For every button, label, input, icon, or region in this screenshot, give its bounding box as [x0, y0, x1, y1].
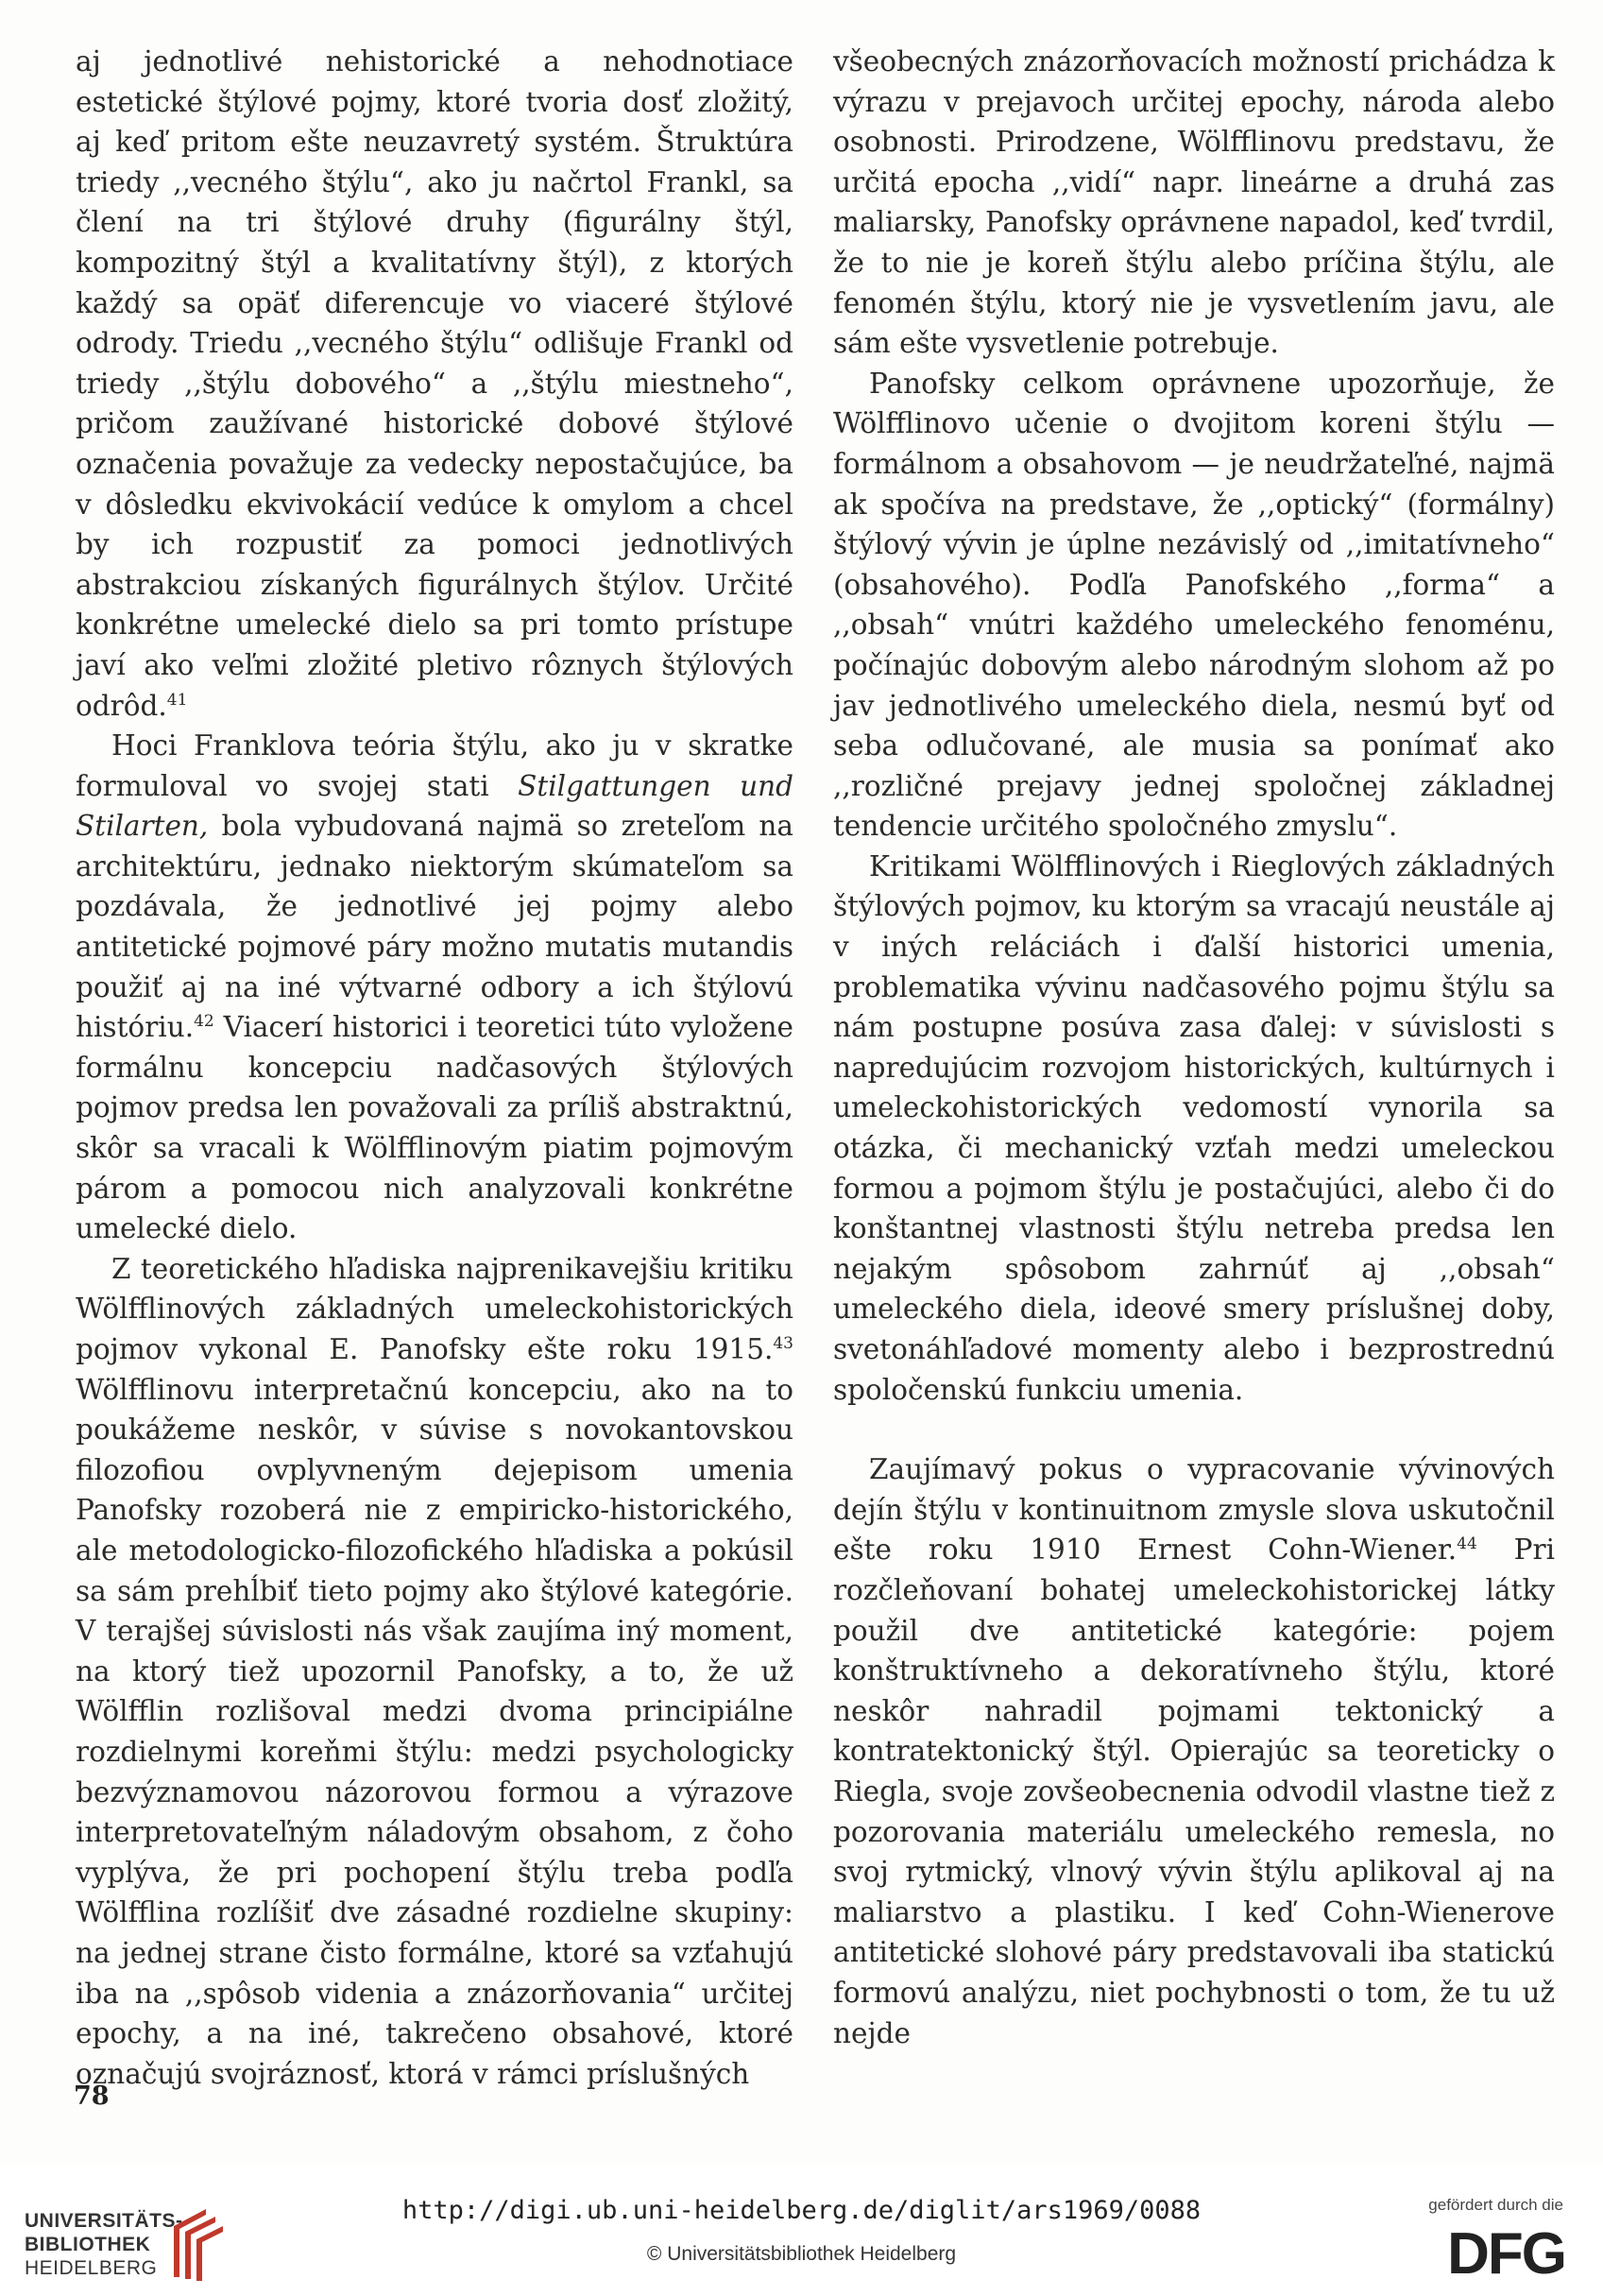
- page-number: 78: [74, 2082, 110, 2111]
- paragraph: Panofsky celkom oprávnene upozorňuje, že Wölfflinovo učenie o dvojitom koreni štýlu — formálnom a obsahovom — je neudržateľné, najmä ak spočíva na predstave, že ,,optický“ (formálny) štýlový vývin je úplne nezávislý od ,,imitatívneho“ (obsahového). Podľa Panofského ,,forma“ a ,,obsah“ vnútri každého umeleckého fenoménu, počínajúc dobovým alebo národným slohom až po jav jednotlivého umeleckého diela, nesmú byť od seba odlučované, ale musia sa ponímať ako ,,rozličné prejavy jednej spoločnej základnej tendencie určitého spoločného zmyslu“.: [833, 367, 1555, 843]
- footnote-ref: 41: [166, 690, 188, 710]
- footnote-ref: 42: [194, 1012, 214, 1032]
- funding-note: gefördert durch die: [1428, 2196, 1563, 2214]
- paragraph: Z teoretického hľadiska najprenikavejšiu kritiku Wölfflinových základných umeleckohistorických pojmov vykonal E. Panofsky ešte roku 1915.43 Wölfflinovu interpretačnú koncepciu, ako na to poukážeme neskôr, v súvise s novokantovskou filozofiou ovplyvneným dejepisom umenia Panofsky rozoberá nie z empiricko-historického, ale metodologicko-filozofického hľadiska a pokúsil sa sám prehĺbiť tieto pojmy ako štýlové kategórie. V terajšej súvislosti nás však zaujíma iný moment, na ktorý tiež upozornil Panofsky, a to, že už Wölfflin rozlišoval medzi dvoma principiálne rozdielnymi koreňmi štýlu: medzi psychologicky bezvýznamovou názorovou formou a výrazove interpretovateľným náladovým obsahom, z čoho vyplýva, že pri pochopení štýlu treba podľa Wölfflina rozlíšiť dve zásadné rozdielne skupiny: na jednej strane čisto formálne, ktoré sa vzťahujú iba na ,,spôsob videnia a znázorňovania“ určitej epochy, a na iné, takrečeno obsahové, ktoré označujú svojráznosť, ktorá v rámci príslušných: [76, 1252, 793, 2090]
- right-column: [833, 42, 1555, 2053]
- footnote-ref: 43: [773, 1334, 793, 1354]
- paragraph: Zaujímavý pokus o vypracovanie vývinových dejín štýlu v kontinuitnom zmysle slova uskutočnil ešte roku 1910 Ernest Cohn-Wiener.$^{44}$ Pri rozčleňovaní bohatej umeleckohistorickej látky použil dve antitetické kategórie: pojem konštruktívneho a dekoratívneho štýlu, ktoré neskôr nahradil pojmami tektonický a kontratektonický štýl. Opierajúc sa teoreticky o Riegla, svoje zovšeobecnenia odvodil vlastne tiež z pozorovania materiálu umeleckého remesla, no svoj rytmický, vlnový vývin štýlu aplikoval aj na maliarstvo a plastiku. I keď Cohn-Wienerove antitetické slohové páry predstavovali iba statickú formovú analýzu, niet pochybnosti o tom, že tu už nejde: [833, 1453, 1555, 2049]
- source-url-link[interactable]: http://digi.ub.uni-heidelberg.de/diglit/ars1969/0088: [401, 2196, 1202, 2225]
- paragraph: Hoci Franklova teória štýlu, ako ju v skratke formuloval vo svojej stati Stilgattungen und Stilarten, bola vybudovaná najmä so zreteľom na architektúru, jednako niektorým skúmateľom sa pozdávala, že jednotlivé jej pojmy alebo antitetické pojmové páry možno mutatis mutandis použiť aj na iné výtvarné odbory a ich štýlovú históriu.$^{42}$ Viacerí historici i teoretici túto vyložene formálnu koncepciu nadčasových štýlových pojmov predsa len považovali za príliš abstraktnú, skôr sa vracali k Wölfflinovým piatim pojmovým párom a pomocou nich analyzovali konkrétne umelecké dielo.: [76, 729, 793, 1245]
- left-column: [76, 42, 793, 2094]
- paragraph: aj jednotlivé nehistorické a nehodnotiace estetické štýlové pojmy, ktoré tvoria dosť zložitý, aj keď pritom ešte neuzavretý systém. Štruktúra triedy ,,vecného štýlu“, ako ju načrtol Frankl, sa člení na tri štýlové druhy (figurálny štýl, kompozitný štýl a kvalitatívny štýl), z ktorých každý sa opäť diferencuje vo viaceré štýlové odrody. Triedu ,,vecného štýlu“ odlišuje Frankl od triedy ,,štýlu dobového“ a ,,štýlu miestneho“, pričom zaužívané historické dobové štýlové označenia považuje za vedecky nepostačujúce, ba v dôsledku ekvivokácií vedúce k omylom a chcel by ich rozpustiť za pomoci jednotlivých abstrakciou získaných figurálnych štýlov. Určité konkrétne umelecké dielo sa pri tomto prístupe javí ako veľmi zložité pletivo rôznych štýlových odrôd.$^{41}$: [76, 45, 793, 722]
- paragraph: všeobecných znázorňovacích možností prichádza k výrazu v prejavoch určitej epochy, národa alebo osobnosti. Prirodzene, Wölfflinovu predstavu, že určitá epocha ,,vidí“ napr. lineárne a druhá zas maliarsky, Panofsky oprávnene napadol, keď tvrdil, že to nie je koreň štýlu alebo príčina štýlu, ale fenomén štýlu, ktorý nie je vysvetlením javu, ale sám ešte vysvetlenie potrebuje.: [833, 45, 1555, 360]
- paragraph: Kritikami Wölfflinových i Rieglových základných štýlových pojmov, ku ktorým sa vracajú neustále aj v iných reláciách i ďalší historici umenia, problematika vývinu nadčasového pojmu štýlu sa nám postupne posúva zasa ďalej: v súvislosti s napredujúcim rozvojom historických, kultúrnych i umeleckohistorických vedomostí vynorila sa otázka, či mechanický vzťah medzi umeleckou formou a pojmom štýlu je postačujúci, alebo či do konštantnej vlastnosti štýlu netreba predsa len nejakým spôsobom zahrnúť aj ,,obsah“ umeleckého diela, ideové smery príslušnej doby, svetonáhľadové momenty alebo i bezprostrednú spoločenskú funkciu umenia.: [833, 849, 1555, 1406]
- library-logo-text[interactable]: UNIVERSITÄTS- BIBLIOTHEK HEIDELBERG: [25, 2210, 183, 2279]
- footnote-ref: 44: [1457, 1534, 1477, 1554]
- dfg-logo[interactable]: DFG: [1447, 2221, 1565, 2287]
- italic-title: Stilgattungen und Stilarten,: [76, 769, 793, 843]
- footer: [0, 2164, 1603, 2296]
- copyright-text: © Universitätsbibliothek Heidelberg: [646, 2243, 957, 2265]
